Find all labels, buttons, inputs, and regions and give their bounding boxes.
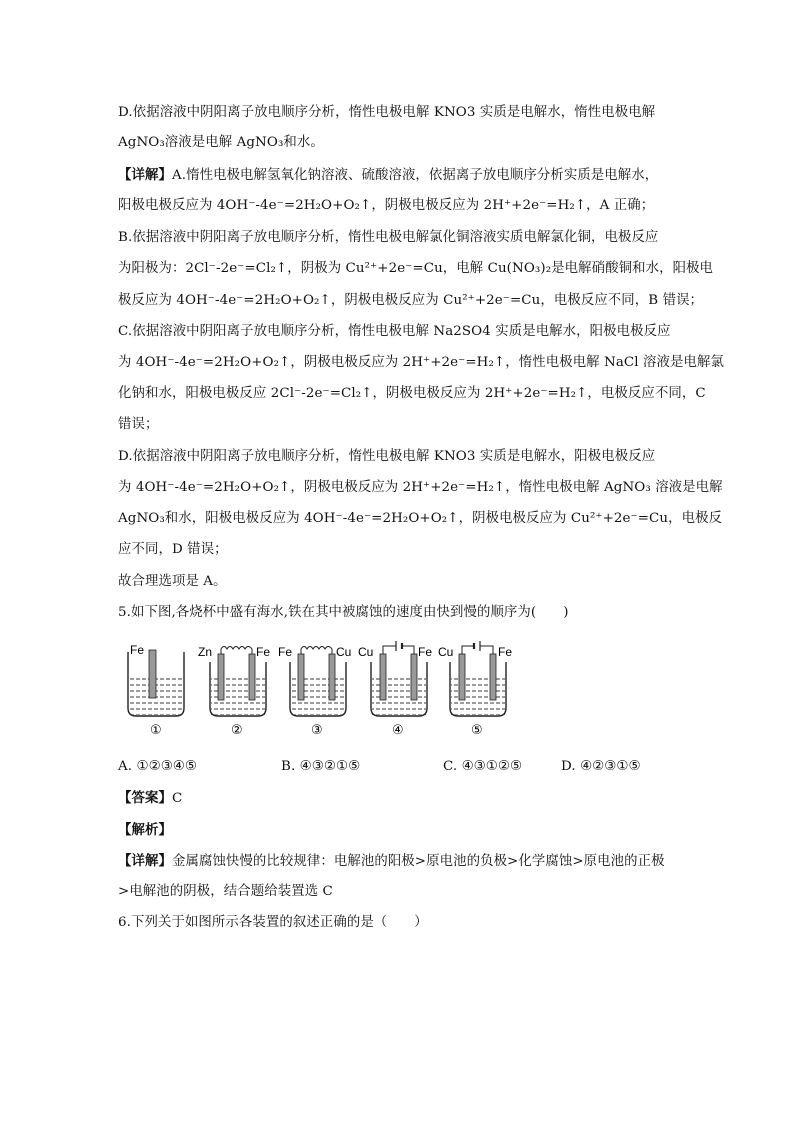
text-line: D.依据溶液中阴阳离子放电顺序分析，惰性电极电解 KNO3 实质是电解水，惰性电极电解 xyxy=(118,105,656,120)
option-d: D. ④②③①⑤ xyxy=(561,759,641,774)
electrode-label: Cu xyxy=(438,645,454,659)
electrode-label: Fe xyxy=(130,643,145,657)
answer-line xyxy=(118,788,182,809)
option-b: B. ④③②①⑤ xyxy=(281,759,361,774)
text-line: 错误； xyxy=(118,417,159,432)
electrode-label: Zn xyxy=(198,645,213,659)
beaker-number: ② xyxy=(231,722,243,737)
text-line: B.依据溶液中阴阳离子放电顺序分析，惰性电极电解氯化铜溶液实质电解氯化铜，电极反应 xyxy=(118,230,659,245)
beaker-number: ④ xyxy=(392,722,404,737)
text-line: AgNO₃和水，阳极电极反应为 4OH⁻-4e⁻=2H₂O+O₂↑，阴极电极反应为 Cu²⁺+2e⁻=Cu，电极反 xyxy=(118,511,723,526)
text-line: 极反应为 4OH⁻-4e⁻=2H₂O+O₂↑，阴极电极反应为 Cu²⁺+2e⁻=Cu，电极反应不同，B 错误； xyxy=(118,293,704,308)
electrode-label: Fe xyxy=(418,645,433,659)
detail-line: 【详解】金属腐蚀快慢的比较规律：电解池的阳极>原电池的负极>化学腐蚀>原电池的正极 xyxy=(118,853,665,869)
detail-line: 【详解】A.惰性电极电解氢氧化钠溶液、硫酸溶液，依据离子放电顺序分析实质是电解水， xyxy=(118,167,659,183)
option-a: A. ①②③④⑤ xyxy=(118,759,198,774)
detail-tag: 【详解】 xyxy=(118,167,172,183)
electrode-label: Fe xyxy=(278,645,293,659)
answer-value: C xyxy=(171,791,183,806)
text-line: 应不同，D 错误； xyxy=(118,542,228,557)
answer-tag: 【答案】 xyxy=(118,790,172,806)
electrode-label: Cu xyxy=(358,645,374,659)
text-line: 为阳极为：2Cl⁻-2e⁻=Cl₂↑，阴极为 Cu²⁺+2e⁻=Cu，电解 Cu(NO₃)₂是电解硝酸铜和水，阳极电 xyxy=(118,261,714,276)
detail-tag: 【详解】 xyxy=(118,853,172,869)
question-5-stem: 5.如下图,各烧杯中盛有海水,铁在其中被腐蚀的速度由快到慢的顺序为( ) xyxy=(118,605,569,620)
beaker-4 xyxy=(358,641,432,737)
text-line: AgNO₃溶液是电解 AgNO₃和水。 xyxy=(118,135,324,150)
question-6-stem: 6.下列关于如图所示各装置的叙述正确的是（ ） xyxy=(118,915,428,930)
text-line: C.依据溶液中阴阳离子放电顺序分析，惰性电极电解 Na2SO4 实质是电解水，阳极电极反应 xyxy=(118,324,671,339)
electrode-label: Cu xyxy=(336,645,352,659)
text-line: >电解池的阴极，结合题给装置选 C xyxy=(118,884,333,899)
beaker-number: ⑤ xyxy=(471,722,483,737)
beaker-number: ① xyxy=(150,722,162,737)
electrode-label: Fe xyxy=(256,645,271,659)
beaker-1 xyxy=(128,643,184,737)
beaker-diagram xyxy=(118,640,518,740)
beaker-2 xyxy=(198,645,270,737)
electrode-label: Fe xyxy=(498,645,513,659)
text-line: 化钠和水，阳极电极反应 2Cl⁻-2e⁻=Cl₂↑，阴极电极反应为 2H⁺+2e⁻=H₂↑，电极反应不同，C xyxy=(118,386,706,401)
text-line: D.依据溶液中阴阳离子放电顺序分析，惰性电极电解 KNO3 实质是电解水，阳极电极反应 xyxy=(118,449,656,464)
analysis-line xyxy=(118,820,172,841)
option-c: C. ④③①②⑤ xyxy=(443,759,523,774)
text-line: 为 4OH⁻-4e⁻=2H₂O+O₂↑，阴极电极反应为 2H⁺+2e⁻=H₂↑，惰性电极电解 NaCl 溶液是电解氯 xyxy=(118,355,724,370)
beaker-5 xyxy=(438,641,512,737)
analysis-tag: 【解析】 xyxy=(118,822,172,838)
text-line: 为 4OH⁻-4e⁻=2H₂O+O₂↑，阴极电极反应为 2H⁺+2e⁻=H₂↑，惰性电极电解 AgNO₃ 溶液是电解 xyxy=(118,480,723,495)
answer-options xyxy=(118,757,678,777)
text-line: 阳极电极反应为 4OH⁻-4e⁻=2H₂O+O₂↑，阴极电极反应为 2H⁺+2e⁻=H₂↑，A 正确； xyxy=(118,198,655,213)
text-line: 故合理选项是 A。 xyxy=(118,574,227,589)
beaker-3 xyxy=(278,645,351,737)
beaker-number: ③ xyxy=(311,722,323,737)
